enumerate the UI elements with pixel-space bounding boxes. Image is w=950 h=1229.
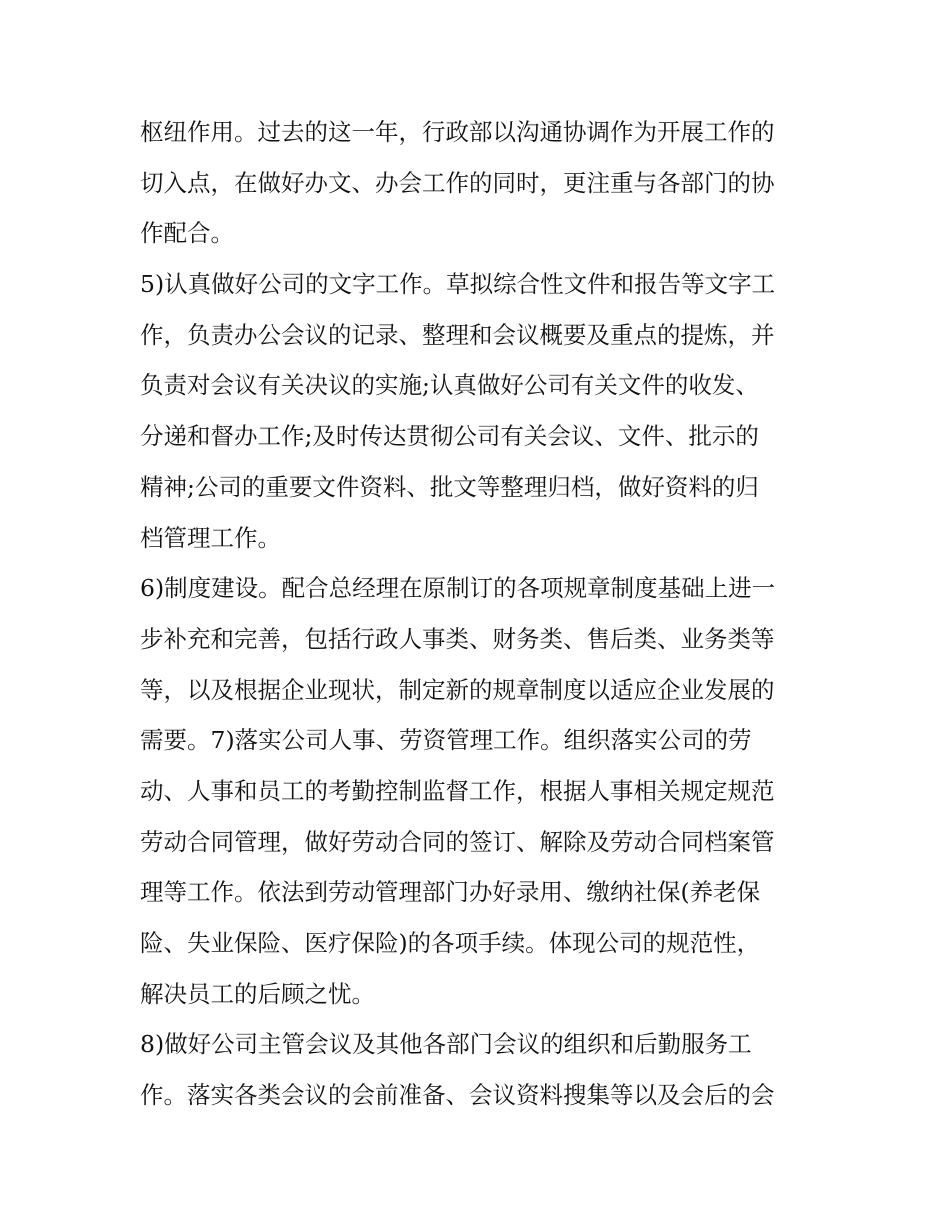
text-line: 动、人事和员工的考勤控制监督工作，根据人事相关规定规范 <box>140 776 775 805</box>
text-line: 步补充和完善，包括行政人事类、财务类、售后类、业务类等 <box>140 624 775 653</box>
text-line: 5)认真做好公司的文字工作。草拟综合性文件和报告等文字工 <box>140 270 776 299</box>
text-line: 劳动合同管理，做好劳动合同的签订、解除及劳动合同档案管 <box>140 827 775 856</box>
text-line: 8)做好公司主管会议及其他各部门会议的组织和后勤服务工 <box>140 1030 752 1059</box>
text-line: 等，以及根据企业现状，制定新的规章制度以适应企业发展的 <box>140 675 775 704</box>
text-line: 作配合。 <box>140 219 234 248</box>
text-line: 分递和督办工作;及时传达贯彻公司有关会议、文件、批示的 <box>140 422 759 451</box>
text-line: 理等工作。依法到劳动管理部门办好录用、缴纳社保(养老保 <box>140 878 761 907</box>
text-line: 需要。7)落实公司人事、劳资管理工作。组织落实公司的劳 <box>140 726 752 755</box>
text-line: 档管理工作。 <box>140 523 281 552</box>
text-line: 险、失业保险、医疗保险)的各项手续。体现公司的规范性， <box>140 929 761 957</box>
text-line: 解决员工的后顾之忧。 <box>140 979 375 1008</box>
text-line: 负责对会议有关决议的实施;认真做好公司有关文件的收发、 <box>140 371 759 400</box>
text-line: 精神;公司的重要文件资料、批文等整理归档，做好资料的归 <box>140 472 759 501</box>
text-line: 作。落实各类会议的会前准备、会议资料搜集等以及会后的会 <box>140 1081 775 1110</box>
text-line: 切入点，在做好办文、办会工作的同时，更注重与各部门的协 <box>140 168 775 197</box>
text-line: 6)制度建设。配合总经理在原制订的各项规章制度基础上进一 <box>140 574 776 603</box>
document-body <box>140 107 820 1121</box>
text-line: 枢纽作用。过去的这一年，行政部以沟通协调作为开展工作的 <box>140 118 775 146</box>
text-line: 作，负责办公会议的记录、整理和会议概要及重点的提炼，并 <box>140 320 775 349</box>
